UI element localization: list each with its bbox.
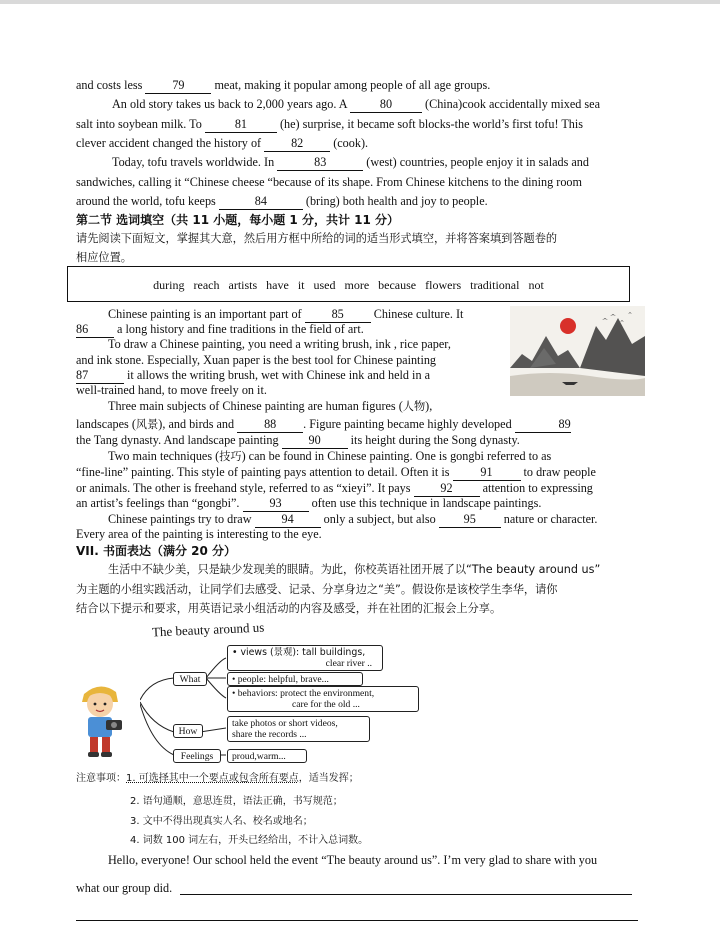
- text: it allows the writing brush, wet with Chinese ink and held in a: [127, 368, 430, 382]
- essay-line-1: Hello, everyone! Our school held the event “The beauty around us”. I’m very glad to share with you: [108, 853, 598, 867]
- mindmap-behaviors-box: [227, 686, 419, 712]
- text: or animals. The other is freehand style, referred to as “xieyi”. It pays: [76, 481, 411, 495]
- text: (China)cook accidentally mixed sea: [425, 97, 600, 111]
- text: (cook).: [333, 136, 369, 150]
- word-option: because: [378, 278, 417, 292]
- passage-line-2: [112, 96, 600, 113]
- notes-line-3: 3. 文中不得出现真实人名、校名或地名；: [130, 816, 313, 827]
- passage-line-7: [76, 193, 488, 210]
- painting-line-10: [108, 448, 551, 465]
- word-option: it: [297, 278, 305, 292]
- text: An old story takes us back to 2,000 years ago. A: [112, 97, 347, 111]
- blank-82[interactable]: 82: [264, 135, 330, 152]
- passage-line-4: [76, 135, 368, 152]
- blank-95[interactable]: 95: [439, 511, 501, 528]
- blank-91[interactable]: 91: [453, 464, 521, 481]
- text: ),: [425, 399, 433, 413]
- answer-line[interactable]: [76, 920, 638, 921]
- text: 风景: [135, 418, 159, 431]
- text: only a subject, but also: [323, 512, 436, 526]
- blank-85[interactable]: 85: [305, 306, 371, 323]
- mindmap-views-box: [227, 645, 383, 671]
- notes-line-1: [76, 771, 359, 787]
- text: Chinese culture. It: [373, 307, 464, 321]
- text: an artist’s feelings than “gongbi”.: [76, 496, 240, 510]
- section-7-heading: VII. 书面表达（满分 20 分）: [76, 544, 237, 558]
- painting-line-4: and ink stone. Especially, Xuan paper is the best tool for Chinese painting: [76, 353, 437, 367]
- blank-89[interactable]: 89: [515, 416, 571, 433]
- behaviors-text-2: care for the old ...: [292, 699, 360, 710]
- notes-line-2: 2. 语句通顺，意思连贯，语法正确，书写规范；: [130, 796, 343, 807]
- section-7-text-2: 为主题的小组实践活动，让同学们去感受、记录、分享身边之“美”。假设你是该校学生李华，请你: [76, 583, 558, 596]
- blank-86[interactable]: 86: [76, 321, 114, 338]
- text: (west) countries, people enjoy it in salads and: [366, 155, 589, 169]
- passage-line-5: [112, 154, 589, 171]
- blank-81[interactable]: 81: [205, 116, 277, 133]
- answer-line[interactable]: [180, 894, 632, 895]
- mindmap-feelings: Feelings: [173, 749, 221, 763]
- blank-83[interactable]: 83: [277, 154, 363, 171]
- notes-line-4: 4. 词数 100 词左右，开头已经给出，不计入总词数。: [130, 835, 369, 846]
- text: attention to expressing: [482, 481, 593, 495]
- text: (he) surprise, it became soft blocks-the world’s first tofu! This: [279, 117, 584, 131]
- text: Two main techniques (: [108, 449, 220, 463]
- text: nature or character.: [503, 512, 598, 526]
- how-text-2: share the records ...: [232, 729, 307, 740]
- text: . Figure painting became highly developed: [303, 417, 512, 431]
- how-text: take photos or short videos,: [232, 718, 338, 729]
- text: Today, tofu travels worldwide. In: [112, 155, 275, 169]
- painting-line-7: [108, 398, 432, 415]
- note-text: ，适当发挥；: [298, 773, 359, 784]
- painting-line-6: well-trained hand, to move freely on it.: [76, 383, 267, 397]
- text: 人物: [402, 400, 426, 413]
- blank-80[interactable]: 80: [350, 96, 422, 113]
- section-7-text-1: 生活中不缺少美，只是缺少发现美的眼睛。为此，你校英语社团开展了以“The beauty around us”: [108, 563, 601, 576]
- painting-line-15: Every area of the painting is interesting to the eye.: [76, 527, 322, 541]
- text: Three main subjects of Chinese painting are human figures (: [108, 399, 403, 413]
- text: the Tang dynasty. And landscape painting: [76, 433, 279, 447]
- mindmap-what: What: [173, 672, 207, 686]
- text: 技巧: [219, 450, 242, 463]
- blank-92[interactable]: 92: [414, 480, 480, 497]
- essay-line-2: what our group did.: [76, 881, 173, 895]
- section-7-text-3: 结合以下提示和要求，用英语记录小组活动的内容及感受，并在社团的汇报会上分享。: [76, 602, 502, 615]
- mindmap-people-box: • people: helpful, brave...: [227, 672, 363, 686]
- text: ) can be found in Chinese painting. One is gongbi referred to as: [241, 449, 552, 463]
- text: and costs less: [76, 78, 143, 92]
- word-option: artists: [228, 278, 258, 292]
- views-text-2: clear river ..: [325, 658, 372, 669]
- notes-label: 注意事项：: [76, 773, 126, 784]
- text: salt into soybean milk. To: [76, 117, 202, 131]
- mindmap-how-box: [227, 716, 370, 742]
- text: clever accident changed the history of: [76, 136, 262, 150]
- text: ), and birds and: [158, 417, 235, 431]
- passage-line-1: [76, 77, 490, 94]
- word-option: during: [153, 278, 185, 292]
- text: “fine-line” painting. This style of painting pays attention to detail. Often it is: [76, 465, 450, 479]
- text: often use this technique in landscape paintings.: [311, 496, 542, 510]
- word-option: have: [266, 278, 289, 292]
- views-text: • views (景观): tall buildings,: [232, 647, 366, 658]
- painting-line-11: [76, 464, 596, 481]
- painting-line-13: [76, 495, 541, 512]
- word-option: flowers: [425, 278, 462, 292]
- mindmap-title: The beauty around us: [151, 619, 265, 640]
- blank-79[interactable]: 79: [145, 77, 211, 94]
- boy-with-camera-icon: [70, 680, 140, 760]
- painting-line-3: To draw a Chinese painting, you need a writing brush, ink , rice paper,: [108, 337, 451, 351]
- section-2-instruction-2: 相应位置。: [76, 251, 132, 264]
- blank-88[interactable]: 88: [237, 416, 303, 433]
- blank-94[interactable]: 94: [255, 511, 321, 528]
- blank-84[interactable]: 84: [219, 193, 303, 210]
- text: to draw people: [523, 465, 596, 479]
- text: Chinese paintings try to draw: [108, 512, 252, 526]
- text: (bring) both health and joy to people.: [305, 194, 488, 208]
- mindmap-how: How: [173, 724, 203, 738]
- painting-line-8: [76, 416, 571, 433]
- behaviors-text: • behaviors: protect the environment,: [232, 688, 375, 699]
- passage-line-6: sandwiches, calling it “Chinese cheese “because of its shape. From Chinese kitchens to the dining room: [76, 175, 582, 189]
- word-option: traditional: [470, 278, 520, 292]
- chinese-landscape-painting-image: [510, 306, 645, 396]
- blank-90[interactable]: 90: [282, 432, 348, 449]
- mindmap-feelings-box: proud,warm...: [227, 749, 307, 763]
- word-option: reach: [193, 278, 220, 292]
- section-2-heading: 第二节 选词填空（共 11 小题，每小题 1 分，共计 11 分）: [76, 213, 399, 227]
- section-2-instruction-1: 请先阅读下面短文，掌握其大意，然后用方框中所给的词的适当形式填空，并将答案填到答题卷的: [76, 232, 558, 245]
- top-border: [0, 0, 720, 4]
- blank-87[interactable]: 87: [76, 367, 124, 384]
- text: around the world, tofu keeps: [76, 194, 216, 208]
- text: meat, making it popular among people of all age groups.: [214, 78, 491, 92]
- word-box: [67, 266, 630, 302]
- text: Chinese painting is an important part of: [108, 307, 302, 321]
- text: landscapes (: [76, 417, 136, 431]
- word-option: not: [528, 278, 544, 292]
- passage-line-3: [76, 116, 583, 133]
- word-option: used: [313, 278, 336, 292]
- painting-line-9: [76, 432, 520, 449]
- text: its height during the Song dynasty.: [350, 433, 520, 447]
- word-option: more: [344, 278, 370, 292]
- blank-93[interactable]: 93: [243, 495, 309, 512]
- red-sun: [560, 318, 576, 334]
- text: a long history and fine traditions in the field of art.: [117, 322, 364, 336]
- note-text: 1. 可选择其中一个要点或包含所有要点: [126, 773, 299, 784]
